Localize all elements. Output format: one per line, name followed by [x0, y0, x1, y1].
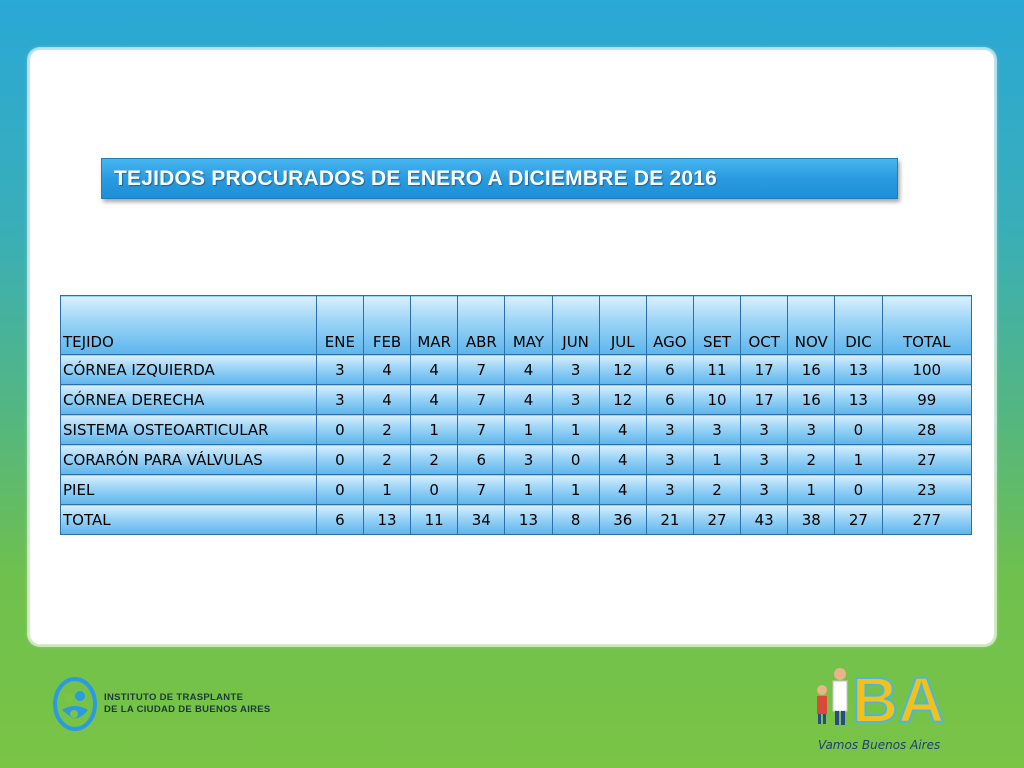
table-row: [61, 475, 972, 505]
column-header-oct: OCT: [741, 296, 788, 355]
table-cell: 99: [882, 385, 971, 415]
table-cell: 13: [363, 505, 410, 535]
table-cell: 3: [741, 475, 788, 505]
institute-logo: [52, 676, 271, 732]
table-cell: 4: [363, 385, 410, 415]
table-cell: 1: [363, 475, 410, 505]
institute-name-line1: INSTITUTO DE TRASPLANTE: [104, 692, 244, 703]
table-cell: 43: [741, 505, 788, 535]
table-cell: 6: [646, 385, 693, 415]
table-cell: 38: [788, 505, 835, 535]
table-cell: 0: [411, 475, 458, 505]
table-cell: 3: [505, 445, 552, 475]
row-label: TOTAL: [61, 505, 317, 535]
table-cell: 0: [835, 475, 882, 505]
table-cell: 3: [741, 445, 788, 475]
table-row: [61, 445, 972, 475]
table-cell: 2: [693, 475, 740, 505]
table-row: [61, 355, 972, 385]
table-cell: 1: [411, 415, 458, 445]
table-cell: 27: [835, 505, 882, 535]
ba-logo: [812, 660, 952, 760]
ba-logo-text: BA: [852, 664, 945, 736]
table-cell: 3: [646, 445, 693, 475]
table-cell: 3: [646, 475, 693, 505]
table-cell: 2: [363, 415, 410, 445]
column-header-nov: NOV: [788, 296, 835, 355]
table-cell: 3: [552, 355, 599, 385]
column-header-jul: JUL: [599, 296, 646, 355]
slide-title: TEJIDOS PROCURADOS DE ENERO A DICIEMBRE DE 2016: [114, 166, 717, 190]
institute-emblem-icon: [52, 676, 98, 732]
column-header-set: SET: [693, 296, 740, 355]
table-cell: 2: [411, 445, 458, 475]
table-cell: 34: [458, 505, 505, 535]
table-cell: 0: [316, 445, 363, 475]
table-row: [61, 415, 972, 445]
column-header-feb: FEB: [363, 296, 410, 355]
table-cell: 28: [882, 415, 971, 445]
table-cell: 6: [458, 445, 505, 475]
table-cell: 100: [882, 355, 971, 385]
table-cell: 4: [599, 445, 646, 475]
table-cell: 11: [411, 505, 458, 535]
table-cell: 4: [411, 385, 458, 415]
table-cell: 277: [882, 505, 971, 535]
table-cell: 3: [693, 415, 740, 445]
ba-tagline: Vamos Buenos Aires: [818, 738, 941, 752]
column-header-ene: ENE: [316, 296, 363, 355]
table-cell: 2: [788, 445, 835, 475]
table-cell: 1: [835, 445, 882, 475]
table-cell: 3: [788, 415, 835, 445]
row-label: SISTEMA OSTEOARTICULAR: [61, 415, 317, 445]
table-cell: 12: [599, 385, 646, 415]
column-header-dic: DIC: [835, 296, 882, 355]
table-cell: 4: [599, 475, 646, 505]
table-cell: 21: [646, 505, 693, 535]
table-row: [61, 385, 972, 415]
table-cell: 4: [505, 385, 552, 415]
row-label: CÓRNEA DERECHA: [61, 385, 317, 415]
table-cell: 1: [788, 475, 835, 505]
table-cell: 13: [835, 385, 882, 415]
tissue-table: [60, 295, 972, 535]
column-header-abr: ABR: [458, 296, 505, 355]
table-cell: 3: [316, 385, 363, 415]
table-cell: 16: [788, 385, 835, 415]
column-header-mar: MAR: [411, 296, 458, 355]
table-cell: 23: [882, 475, 971, 505]
column-header-ago: AGO: [646, 296, 693, 355]
table-cell: 12: [599, 355, 646, 385]
table-cell: 11: [693, 355, 740, 385]
ba-emblem-icon: [812, 660, 952, 740]
column-header-total: TOTAL: [882, 296, 971, 355]
column-header-jun: JUN: [552, 296, 599, 355]
table-cell: 0: [316, 475, 363, 505]
table-cell: 8: [552, 505, 599, 535]
column-header-tejido: TEJIDO: [61, 296, 317, 355]
institute-name-line2: DE LA CIUDAD DE BUENOS AIRES: [104, 704, 271, 715]
table-cell: 13: [835, 355, 882, 385]
row-label: CÓRNEA IZQUIERDA: [61, 355, 317, 385]
column-header-may: MAY: [505, 296, 552, 355]
table-cell: 10: [693, 385, 740, 415]
table-cell: 7: [458, 355, 505, 385]
table-cell: 3: [646, 415, 693, 445]
row-label: PIEL: [61, 475, 317, 505]
table-cell: 0: [316, 415, 363, 445]
table-cell: 17: [741, 385, 788, 415]
table-cell: 36: [599, 505, 646, 535]
table-cell: 17: [741, 355, 788, 385]
table-cell: 16: [788, 355, 835, 385]
table-cell: 1: [505, 475, 552, 505]
table-cell: 6: [316, 505, 363, 535]
table-cell: 3: [741, 415, 788, 445]
table-cell: 7: [458, 385, 505, 415]
table-cell: 0: [552, 445, 599, 475]
table-cell: 3: [552, 385, 599, 415]
table-cell: 13: [505, 505, 552, 535]
table-cell: 1: [552, 475, 599, 505]
header-row: [61, 296, 972, 355]
table-cell: 4: [363, 355, 410, 385]
table-cell: 6: [646, 355, 693, 385]
table-cell: 4: [505, 355, 552, 385]
table-row: [61, 505, 972, 535]
table-cell: 4: [599, 415, 646, 445]
table-cell: 27: [693, 505, 740, 535]
table-cell: 1: [693, 445, 740, 475]
table-cell: 27: [882, 445, 971, 475]
table-cell: 1: [505, 415, 552, 445]
table-cell: 7: [458, 475, 505, 505]
table-cell: 7: [458, 415, 505, 445]
title-banner: [101, 158, 898, 199]
table-cell: 0: [835, 415, 882, 445]
row-label: CORARÓN PARA VÁLVULAS: [61, 445, 317, 475]
table-cell: 4: [411, 355, 458, 385]
table-cell: 1: [552, 415, 599, 445]
table-cell: 3: [316, 355, 363, 385]
table-cell: 2: [363, 445, 410, 475]
